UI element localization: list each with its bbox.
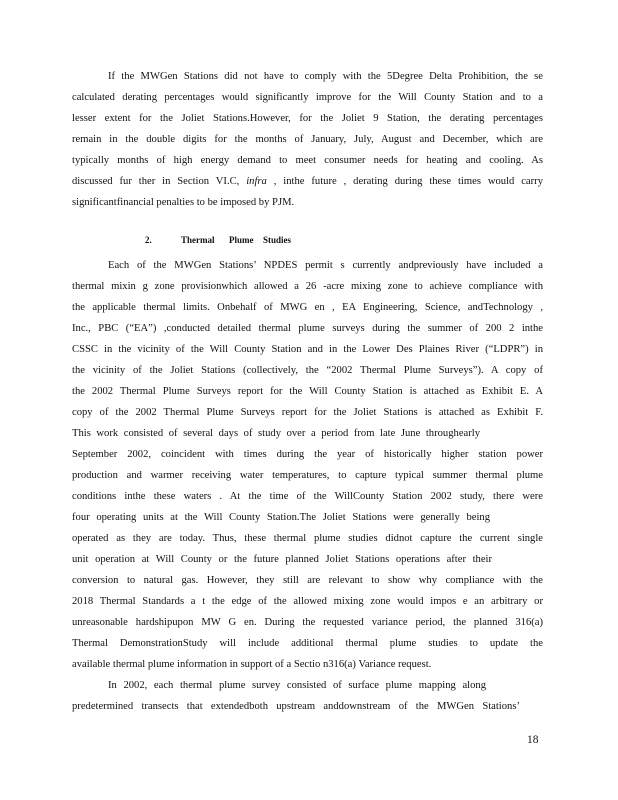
text-line: production and warmer receiving water temperatures, to capture typical summer thermal plume [72, 470, 543, 481]
text-line: thermal mixin g zone provisionwhich allowed a 26 -acre mixing zone to achieve compliance with [72, 281, 543, 292]
heading-word: Studies [263, 235, 292, 245]
text-line: calculated derating percentages would significantly improve for the Will County Station and to a [72, 92, 543, 103]
text-line: Inc., PBC (“EA”) ,conducted detailed thermal plume surveys during the summer of 200 2 inthe [72, 323, 543, 334]
text-line: predetermined transects that extendedboth upstream anddownstream of the MWGen Stations’ [72, 701, 520, 712]
text-line: unreasonable hardshipupon MW G en. During the requested variance period, the planned 316(a) [72, 617, 543, 628]
heading-word: Thermal [181, 235, 215, 245]
text-line: This work consisted of several days of study over a period from late June throughearly [72, 428, 480, 439]
text-fragment: , inthe future , derating during these times would carry [273, 176, 543, 187]
text-line: In 2002, each thermal plume survey consisted of surface plume mapping along [108, 680, 486, 691]
text-line: unit operation at Will County or the future planned Joliet Stations operations after their [72, 554, 492, 565]
text-line: conditions inthe these waters . At the time of the WillCounty Station 2002 study, there were [72, 491, 543, 502]
text-line: If the MWGen Stations did not have to comply with the 5Degree Delta Prohibition, the se [108, 71, 543, 82]
italic-infra: infra [246, 176, 267, 187]
text-line: significantfinancial penalties to be imposed by PJM. [72, 197, 295, 208]
text-line: the applicable thermal limits. Onbehalf of MWG en , EA Engineering, Science, andTechnology , [72, 302, 543, 313]
text-fragment: discussed fur ther in Section VI.C, [72, 176, 240, 187]
page-number: 18 [527, 734, 539, 746]
section-heading [145, 233, 291, 247]
text-line: Thermal DemonstrationStudy will include additional thermal plume studies to update the [72, 638, 543, 649]
text-line: typically months of high energy demand to meet consumer needs for heating and cooling. As [72, 155, 543, 166]
text-line: available thermal plume information in support of a Sectio n316(a) Variance request. [72, 659, 432, 670]
text-line: the vicinity of the Joliet Stations (collectively, the “2002 Thermal Plume Surveys”). A copy of [72, 365, 543, 376]
text-line-with-italic [72, 175, 543, 189]
text-line: CSSC in the vicinity of the Will County Station and in the Lower Des Plaines River (“LDPR”) in [72, 344, 543, 355]
heading-word: Plume [229, 235, 254, 245]
text-line: 2018 Thermal Standards a t the edge of the allowed mixing zone would impos e an arbitrary or [72, 596, 543, 607]
text-line: the 2002 Thermal Plume Surveys report for the Will County Station is attached as Exhibit E. A [72, 386, 543, 397]
text-line: conversion to natural gas. However, they still are relevant to show why compliance with the [72, 575, 543, 586]
text-line: four operating units at the Will County Station.The Joliet Stations were generally being [72, 512, 490, 523]
text-line: operated as they are today. Thus, these thermal plume studies didnot capture the current single [72, 533, 543, 544]
text-line: September 2002, coincident with times during the year of historically higher station power [72, 449, 543, 460]
text-line: lesser extent for the Joliet Stations.However, for the Joliet 9 Station, the derating percentages [72, 113, 543, 124]
heading-number: 2. [145, 235, 152, 245]
text-line: Each of the MWGen Stations’ NPDES permit s currently andpreviously have included a [108, 260, 543, 271]
text-line: remain in the double digits for the months of January, July, August and December, which are [72, 134, 543, 145]
text-line: copy of the 2002 Thermal Plume Surveys report for the Joliet Stations is attached as Exhibit F. [72, 407, 543, 418]
